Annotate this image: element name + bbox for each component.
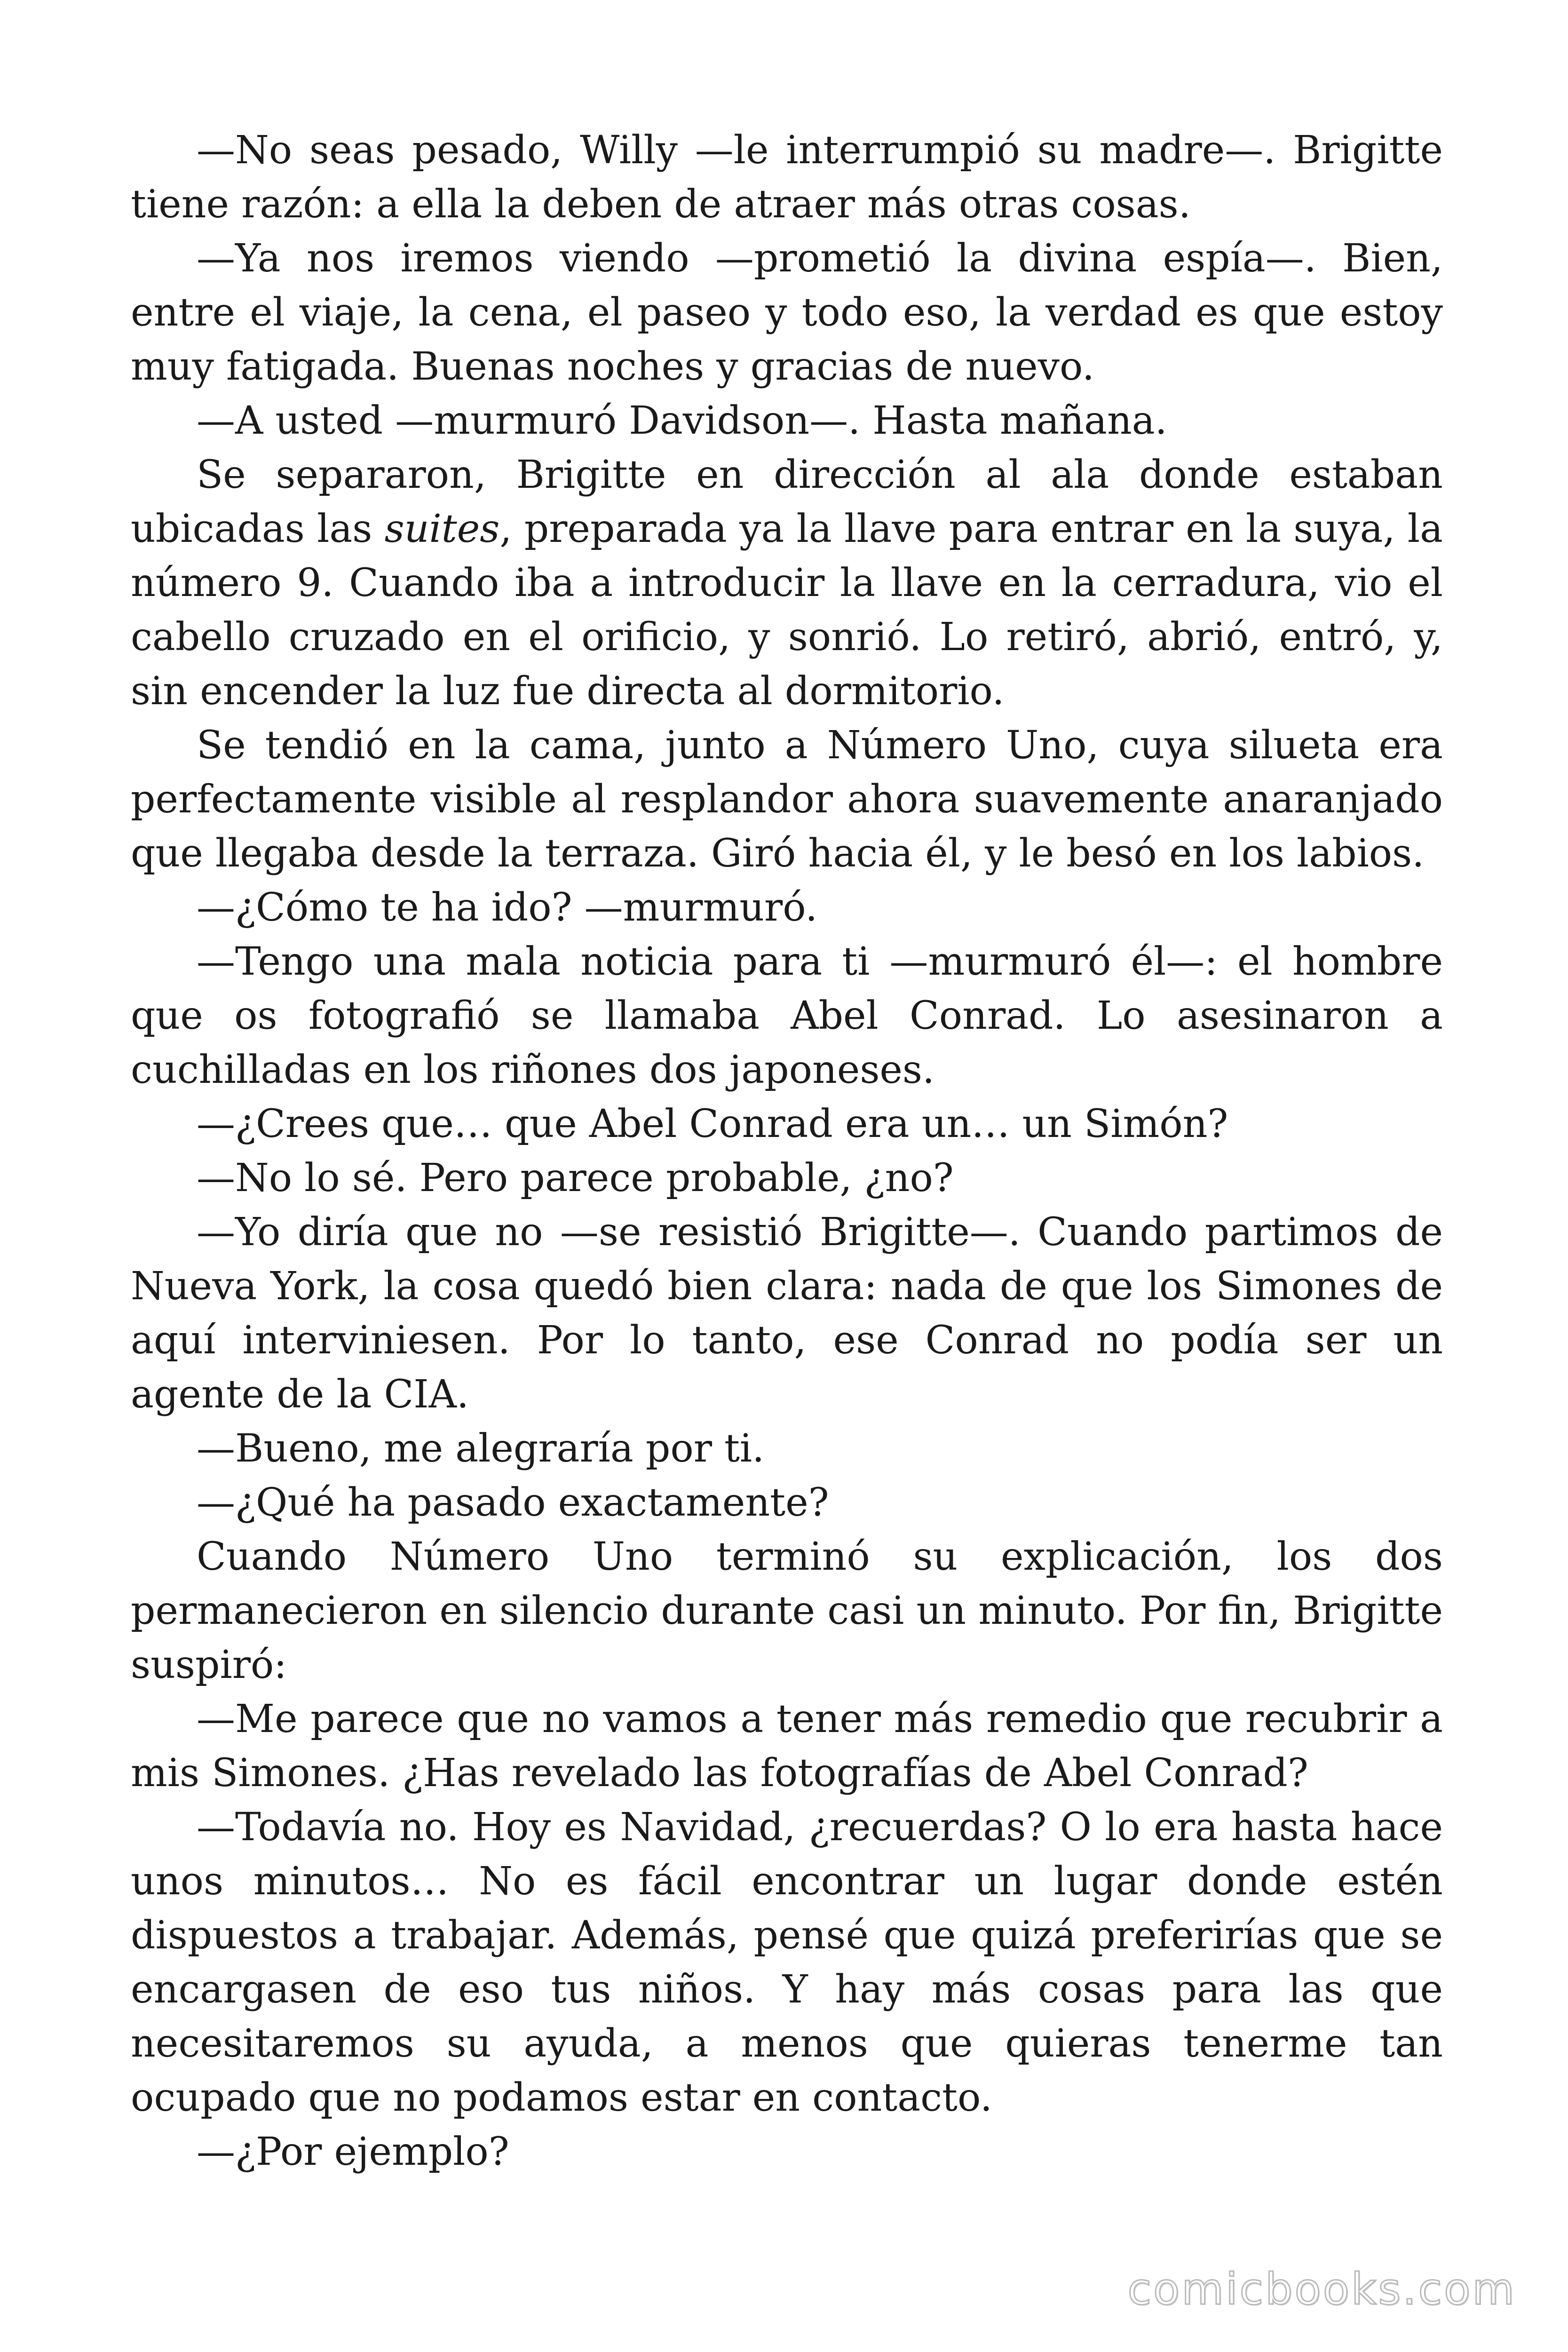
- paragraph: [131, 448, 1443, 718]
- paragraph: —Tengo una mala noticia para ti —murmuró él—: el hombre que os fotografió se llamaba Abel Conrad. Lo asesinaron a cuchilladas en los riñones dos japoneses.: [131, 939, 1443, 1092]
- body-text: [131, 123, 1443, 2179]
- watermark: comicbooks.com: [1127, 2264, 1516, 2314]
- paragraph: —A usted —murmuró Davidson—. Hasta mañana.: [197, 398, 1167, 443]
- paragraph: —¿Cómo te ha ido? —murmuró.: [197, 885, 818, 930]
- paragraph-text: Se separaron, Brigitte en dirección al ala donde estaban ubicadas las: [131, 453, 1443, 551]
- paragraph: —¿Crees que… que Abel Conrad era un… un Simón?: [197, 1102, 1228, 1146]
- italic-word: suites: [384, 507, 500, 551]
- paragraph: —¿Por ejemplo?: [197, 2130, 509, 2174]
- paragraph: —Bueno, me alegraría por ti.: [197, 1426, 765, 1471]
- paragraph-text: , preparada ya la llave para entrar en la suya, la número 9. Cuando iba a introducir la llave en la cerradura, vio el cabello cruzado en el orificio, y sonrió. Lo retiró, abrió, entró, y, sin encender la luz fue directa al dormitorio.: [131, 507, 1443, 714]
- paragraph: —Todavía no. Hoy es Navidad, ¿recuerdas? O lo era hasta hace unos minutos… No es fácil encontrar un lugar donde estén dispuestos a trabajar. Además, pensé que quizá preferirías que se encargasen de eso tus niños. Y hay más cosas para las que necesitaremos su ayuda, a menos que quieras tenerme tan ocupado que no podamos estar en contacto.: [131, 1805, 1443, 2120]
- paragraph: Cuando Número Uno terminó su explicación, los dos permanecieron en silencio durante casi un minuto. Por fin, Brigitte suspiró:: [131, 1534, 1443, 1687]
- paragraph: —No seas pesado, Willy —le interrumpió su madre—. Brigitte tiene razón: a ella la deben de atraer más otras cosas.: [131, 128, 1443, 227]
- paragraph: —No lo sé. Pero parece probable, ¿no?: [197, 1156, 954, 1200]
- paragraph: Se tendió en la cama, junto a Número Uno, cuya silueta era perfectamente visible al resplandor ahora suavemente anaranjado que llegaba desde la terraza. Giró hacia él, y le besó en los labios.: [131, 723, 1443, 876]
- paragraph: —Yo diría que no —se resistió Brigitte—. Cuando partimos de Nueva York, la cosa quedó bien clara: nada de que los Simones de aquí interviniesen. Por lo tanto, ese Conrad no podía ser un agente de la CIA.: [131, 1210, 1443, 1417]
- paragraph: —Ya nos iremos viendo —prometió la divina espía—. Bien, entre el viaje, la cena, el paseo y todo eso, la verdad es que estoy muy fatigada. Buenas noches y gracias de nuevo.: [131, 236, 1443, 389]
- paragraph: —Me parece que no vamos a tener más remedio que recubrir a mis Simones. ¿Has revelado las fotografías de Abel Conrad?: [131, 1697, 1443, 1796]
- paragraph: —¿Qué ha pasado exactamente?: [197, 1480, 829, 1525]
